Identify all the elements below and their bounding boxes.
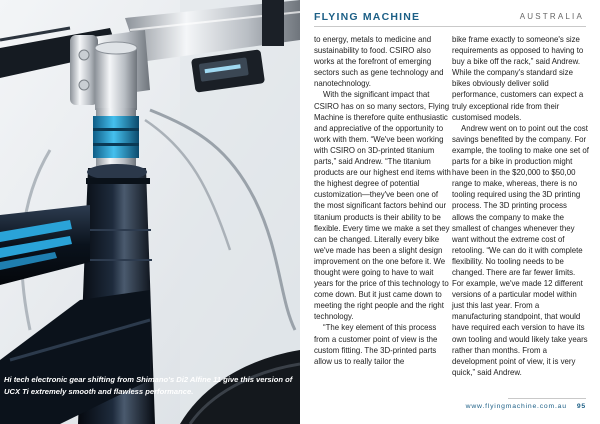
page-footer: [466, 403, 586, 410]
brand-title: FLYING MACHINE: [314, 11, 421, 23]
footer-divider: [508, 398, 586, 399]
article-page: [300, 0, 600, 424]
region-label: AUSTRALIA: [519, 12, 584, 21]
paragraph: With the significant impact that CSIRO has on so many sectors, Flying Machine is therefore quite enthusiastic and appreciative of the opportunity to work with them. “We've been working with CSIRO on 3D-printed titanium parts,” said Andrew. “The titanium products are our highest end items with the highest degree of potential customization—they've been one of the most significant factors behind our titanium products is their ability to be flexible. Every time we make a set they can be changed. Literally every bike we've made has been a slight design improvement on the one before it. We thought were going to have to wait years for the price of this technology to come down. But it just came down to meeting the right people and the right technology.: [314, 90, 451, 322]
text-column-1: [314, 34, 451, 367]
paragraph: Andrew went on to point out the cost savings benefited by the company. For example, the tooling to make one set of parts for a bike in production might have been in the $20,000 to $50,00 range to make, whereas, there is no tooling required using the 3D printing process. The 3D printing process allows the company to make the smallest of changes whenever they want without the extreme cost of retooling. “We can do it with complete flexibility. No tooling needs to be changed. There are far fewer limits. For example, we've made 12 different versions of a particular model within just this last year. From a manufacturing standpoint, that would have required each version to have its own tooling and would likely take years rather than months. From a development point of view, it is very quick,” said Andrew.: [452, 123, 589, 377]
paragraph: to energy, metals to medicine and sustainability to food. CSIRO also works at the forefront of emerging sectors such as gene technology and nanotechnology.: [314, 35, 444, 89]
photo-caption: Hi tech electronic gear shifting from Shimano's Di2 Alfine 11 give this version of UCX Ti extremely smooth and flawless performance.: [4, 375, 293, 396]
page-number: 95: [576, 403, 586, 410]
page-header: [314, 10, 586, 27]
footer-url-link[interactable]: www.flyingmachine.com.au: [465, 403, 567, 410]
paragraph: bike frame exactly to someone's size requirements as opposed to having to buy a bike off the rack,” said Andrew. While the company's standard size bikes obviously deliver solid performance, customers can expect a truly exceptional ride from their customised models.: [452, 35, 584, 122]
paragraph: “The key element of this process from a customer point of view is the custom fitting. The 3D-printed parts allow us to really tailor the: [314, 323, 438, 366]
text-column-2: [452, 34, 589, 378]
